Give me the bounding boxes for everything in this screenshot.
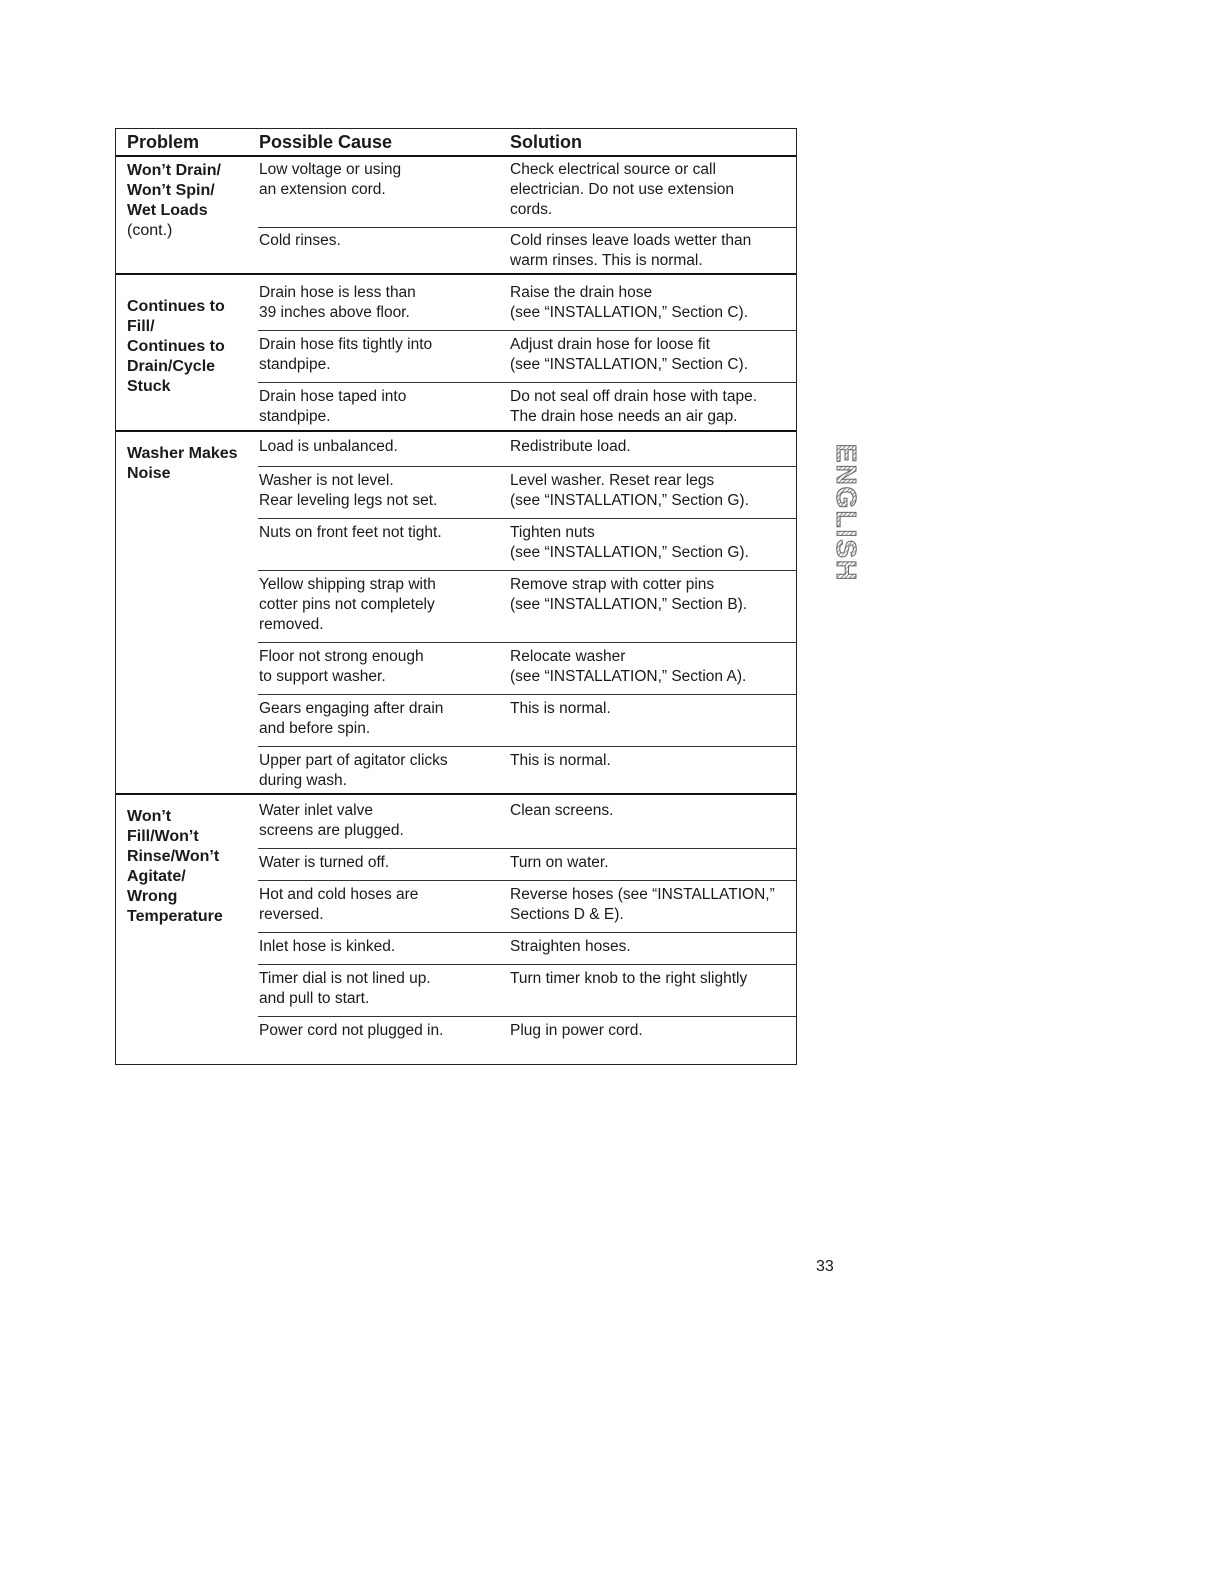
table-row bbox=[258, 331, 796, 383]
table-row bbox=[258, 695, 796, 747]
solution: This is normal. bbox=[510, 700, 611, 717]
table-row bbox=[258, 643, 796, 695]
problem-line: Fill/ bbox=[127, 318, 155, 335]
solution: Clean screens. bbox=[510, 802, 614, 819]
solution: Turn timer knob to the right slightly bbox=[510, 970, 748, 987]
solution: Remove strap with cotter pins (see “INSTALLATION,” Section B). bbox=[510, 576, 748, 613]
possible-cause: Load is unbalanced. bbox=[259, 438, 398, 455]
problem-group-washer-makes-noise bbox=[116, 432, 796, 795]
possible-cause: Inlet hose is kinked. bbox=[259, 938, 396, 955]
solution: Check electrical source or call electrician. Do not use extension cords. bbox=[510, 161, 735, 218]
possible-cause: Water is turned off. bbox=[259, 854, 390, 871]
solution: Straighten hoses. bbox=[510, 938, 631, 955]
table-row bbox=[258, 275, 796, 331]
problem-group-wont-drain bbox=[116, 157, 796, 275]
table-row bbox=[258, 157, 796, 228]
problem-line: Noise bbox=[127, 465, 171, 482]
possible-cause: Drain hose taped into standpipe. bbox=[259, 388, 407, 425]
table-row bbox=[258, 933, 796, 965]
possible-cause: Hot and cold hoses are reversed. bbox=[259, 886, 419, 923]
possible-cause: Gears engaging after drain and before spin. bbox=[259, 700, 444, 737]
language-side-tab bbox=[832, 424, 860, 602]
problem-line: Continues to bbox=[127, 338, 225, 355]
table-row bbox=[258, 467, 796, 519]
problem-line: Temperature bbox=[127, 908, 223, 925]
possible-cause: Cold rinses. bbox=[259, 232, 341, 249]
troubleshooting-table bbox=[115, 128, 797, 1065]
possible-cause: Water inlet valve screens are plugged. bbox=[259, 802, 404, 839]
page-number: 33 bbox=[816, 1258, 834, 1275]
possible-cause: Timer dial is not lined up. and pull to start. bbox=[259, 970, 431, 1007]
problem-label bbox=[127, 444, 252, 484]
possible-cause: Drain hose fits tightly into standpipe. bbox=[259, 336, 433, 373]
table-row bbox=[258, 432, 796, 467]
table-row bbox=[258, 881, 796, 933]
problem-line: Fill/Won’t bbox=[127, 828, 199, 845]
table-row bbox=[258, 849, 796, 881]
table-row bbox=[258, 795, 796, 849]
solution: Relocate washer (see “INSTALLATION,” Section A). bbox=[510, 648, 747, 685]
problem-group-continues-to-fill bbox=[116, 275, 796, 432]
possible-cause: Nuts on front feet not tight. bbox=[259, 524, 442, 541]
problem-line: Won’t Spin/ bbox=[127, 182, 215, 199]
header-possible-cause: Possible Cause bbox=[259, 132, 393, 152]
solution: Reverse hoses (see “INSTALLATION,” Sections D & E). bbox=[510, 886, 775, 923]
problem-line: Won’t Drain/ bbox=[127, 162, 221, 179]
header-solution: Solution bbox=[510, 132, 582, 152]
possible-cause: Floor not strong enough to support washer. bbox=[259, 648, 424, 685]
problem-label bbox=[127, 807, 252, 927]
table-row bbox=[258, 965, 796, 1017]
solution: Tighten nuts (see “INSTALLATION,” Section G). bbox=[510, 524, 749, 561]
solution: Turn on water. bbox=[510, 854, 609, 871]
language-label: ENGLISH bbox=[831, 443, 862, 583]
table-header bbox=[116, 129, 796, 157]
possible-cause: Washer is not level. Rear leveling legs not set. bbox=[259, 472, 438, 509]
problem-group-wont-fill bbox=[116, 795, 796, 1064]
problem-label bbox=[127, 161, 252, 241]
problem-line: Wet Loads bbox=[127, 202, 208, 219]
problem-line: Won’t bbox=[127, 808, 172, 825]
problem-line: Agitate/ bbox=[127, 868, 186, 885]
table-row bbox=[258, 747, 796, 795]
problem-line: Washer Makes bbox=[127, 445, 238, 462]
header-problem: Problem bbox=[127, 132, 200, 152]
table-row bbox=[258, 228, 796, 275]
problem-line: Rinse/Won’t bbox=[127, 848, 220, 865]
problem-line: Drain/Cycle bbox=[127, 358, 216, 375]
table-row bbox=[258, 1017, 796, 1064]
solution: Redistribute load. bbox=[510, 438, 631, 455]
problem-note: (cont.) bbox=[127, 222, 173, 239]
solution: Adjust drain hose for loose fit (see “INSTALLATION,” Section C). bbox=[510, 336, 749, 373]
problem-line: Stuck bbox=[127, 378, 171, 395]
problem-label bbox=[127, 297, 252, 397]
solution: Plug in power cord. bbox=[510, 1022, 643, 1039]
problem-line: Continues to bbox=[127, 298, 225, 315]
solution: Cold rinses leave loads wetter than warm rinses. This is normal. bbox=[510, 232, 752, 269]
table-row bbox=[258, 571, 796, 643]
possible-cause: Drain hose is less than 39 inches above floor. bbox=[259, 284, 416, 321]
table-row bbox=[258, 383, 796, 432]
solution: Level washer. Reset rear legs (see “INSTALLATION,” Section G). bbox=[510, 472, 749, 509]
solution: This is normal. bbox=[510, 752, 611, 769]
solution: Do not seal off drain hose with tape. The drain hose needs an air gap. bbox=[510, 388, 758, 425]
table-row bbox=[258, 519, 796, 571]
possible-cause: Power cord not plugged in. bbox=[259, 1022, 444, 1039]
possible-cause: Low voltage or using an extension cord. bbox=[259, 161, 402, 198]
solution: Raise the drain hose (see “INSTALLATION,” Section C). bbox=[510, 284, 749, 321]
problem-line: Wrong bbox=[127, 888, 178, 905]
possible-cause: Yellow shipping strap with cotter pins not completely removed. bbox=[259, 576, 436, 633]
possible-cause: Upper part of agitator clicks during wash. bbox=[259, 752, 448, 789]
